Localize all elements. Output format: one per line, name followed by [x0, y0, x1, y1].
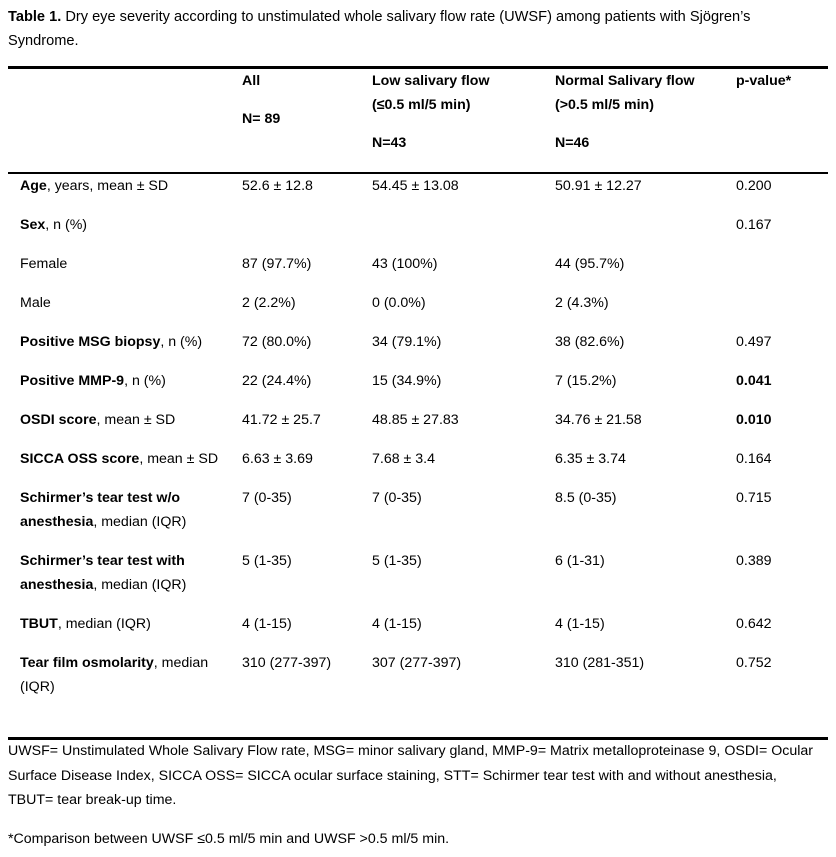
cell-normal: 6 (1-31) [555, 553, 605, 569]
table-row [8, 330, 828, 369]
row-label [20, 408, 225, 432]
cell-all: 87 (97.7%) [242, 256, 312, 272]
cell-all: 22 (24.4%) [242, 373, 312, 389]
cell-low: 0 (0.0%) [372, 295, 426, 311]
cell-normal: 2 (4.3%) [555, 295, 609, 311]
cell-low: 4 (1-15) [372, 616, 422, 632]
row-label [20, 651, 225, 699]
cell-p: 0.041 [736, 373, 772, 389]
table-row [8, 369, 828, 408]
header-normal: Normal Salivary flow [555, 73, 695, 89]
table-row [8, 486, 828, 549]
row-label [20, 369, 225, 393]
table-caption-text: Dry eye severity according to unstimulated whole salivary flow rate (UWSF) among patients with Sjögren’s Syndrome. [8, 9, 751, 49]
cell-all: 2 (2.2%) [242, 295, 296, 311]
row-label-bold: Tear film osmolarity [20, 655, 154, 671]
cell-p: 0.715 [736, 490, 772, 506]
table-row [8, 612, 828, 651]
row-label [20, 252, 225, 276]
row-label-bold: SICCA OSS score [20, 451, 140, 467]
table-row [8, 549, 828, 612]
row-label-bold: Positive MSG biopsy [20, 334, 161, 350]
cell-p: 0.642 [736, 616, 772, 632]
cell-low: 7.68 ± 3.4 [372, 451, 436, 467]
row-label [20, 330, 225, 354]
cell-low: 43 (100%) [372, 256, 438, 272]
header-normal-n: N=46 [555, 135, 590, 151]
cell-p: 0.389 [736, 553, 772, 569]
row-label [20, 291, 225, 315]
cell-normal: 6.35 ± 3.74 [555, 451, 626, 467]
table-row [8, 408, 828, 447]
row-label-rest: , median (IQR) [93, 577, 187, 593]
cell-low: 307 (277-397) [372, 655, 462, 671]
header-all-n: N= 89 [242, 111, 281, 127]
row-label-bold: Sex [20, 217, 46, 233]
cell-all: 41.72 ± 25.7 [242, 412, 321, 428]
header-normal-sub: (>0.5 ml/5 min) [555, 97, 654, 113]
row-label-rest: , n (%) [124, 373, 166, 389]
row-label [20, 174, 225, 198]
cell-p: 0.497 [736, 334, 772, 350]
cell-low: 5 (1-35) [372, 553, 422, 569]
header-low-n: N=43 [372, 135, 407, 151]
cell-normal: 8.5 (0-35) [555, 490, 617, 506]
table-row [8, 252, 828, 291]
cell-low: 54.45 ± 13.08 [372, 178, 459, 194]
row-label-bold: TBUT [20, 616, 58, 632]
row-label [20, 213, 225, 237]
cell-p: 0.167 [736, 217, 772, 233]
table-row [8, 213, 828, 252]
table-label: Table 1. [8, 9, 62, 25]
cell-all: 72 (80.0%) [242, 334, 312, 350]
footnote-comparison: *Comparison between UWSF ≤0.5 ml/5 min and UWSF >0.5 ml/5 min. [8, 831, 450, 847]
row-label-rest: , mean ± SD [96, 412, 176, 428]
cell-normal: 50.91 ± 12.27 [555, 178, 642, 194]
cell-all: 52.6 ± 12.8 [242, 178, 313, 194]
cell-low: 34 (79.1%) [372, 334, 442, 350]
row-label [20, 447, 225, 471]
cell-low: 48.85 ± 27.83 [372, 412, 459, 428]
table-row [8, 174, 828, 213]
cell-normal: 44 (95.7%) [555, 256, 625, 272]
row-label-rest: , n (%) [160, 334, 203, 350]
header-low-sub: (≤0.5 ml/5 min) [372, 97, 471, 113]
cell-all: 4 (1-15) [242, 616, 292, 632]
header-all: All [242, 73, 261, 89]
row-label-rest: , median (IQR) [20, 655, 209, 695]
cell-all: 7 (0-35) [242, 490, 292, 506]
cell-p: 0.010 [736, 412, 772, 428]
row-label-bold: Schirmer’s tear test w/o anesthesia [20, 490, 181, 530]
cell-low: 7 (0-35) [372, 490, 422, 506]
row-label-bold: Schirmer’s tear test with anesthesia [20, 553, 185, 593]
row-label [20, 612, 225, 636]
table-row [8, 651, 828, 714]
row-label-rest: , years, mean ± SD [46, 178, 169, 194]
cell-p: 0.200 [736, 178, 772, 194]
cell-low: 15 (34.9%) [372, 373, 442, 389]
table-row [8, 291, 828, 330]
row-label [20, 549, 225, 597]
footnote-abbreviations: UWSF= Unstimulated Whole Salivary Flow rate, MSG= minor salivary gland, MMP-9= Matrix metalloproteinase 9, OSDI= Ocular Surface Disease Index, SICCA OSS= SICCA ocular surface staining, STT= Schirmer tear test with and without anesthesia, TBUT= tear break-up time. [8, 743, 814, 808]
cell-normal: 38 (82.6%) [555, 334, 625, 350]
row-label [20, 486, 225, 534]
cell-all: 6.63 ± 3.69 [242, 451, 313, 467]
table-caption [8, 5, 818, 53]
cell-p: 0.752 [736, 655, 772, 671]
row-label-bold: Positive MMP-9 [20, 373, 125, 389]
cell-all: 5 (1-35) [242, 553, 292, 569]
cell-normal: 7 (15.2%) [555, 373, 617, 389]
row-label-rest: Female [20, 256, 68, 272]
cell-normal: 34.76 ± 21.58 [555, 412, 642, 428]
row-label-rest: , n (%) [45, 217, 88, 233]
header-p-value: p-value* [736, 73, 792, 89]
table-row [8, 447, 828, 486]
header-low: Low salivary flow [372, 73, 490, 89]
row-label-rest: , mean ± SD [139, 451, 219, 467]
row-label-bold: Age [20, 178, 47, 194]
row-label-rest: Male [20, 295, 51, 311]
cell-normal: 310 (281-351) [555, 655, 645, 671]
cell-all: 310 (277-397) [242, 655, 332, 671]
cell-p: 0.164 [736, 451, 772, 467]
table-body [8, 174, 828, 714]
cell-normal: 4 (1-15) [555, 616, 605, 632]
row-label-rest: , median (IQR) [57, 616, 151, 632]
row-label-rest: , median (IQR) [93, 514, 187, 530]
row-label-bold: OSDI score [20, 412, 97, 428]
